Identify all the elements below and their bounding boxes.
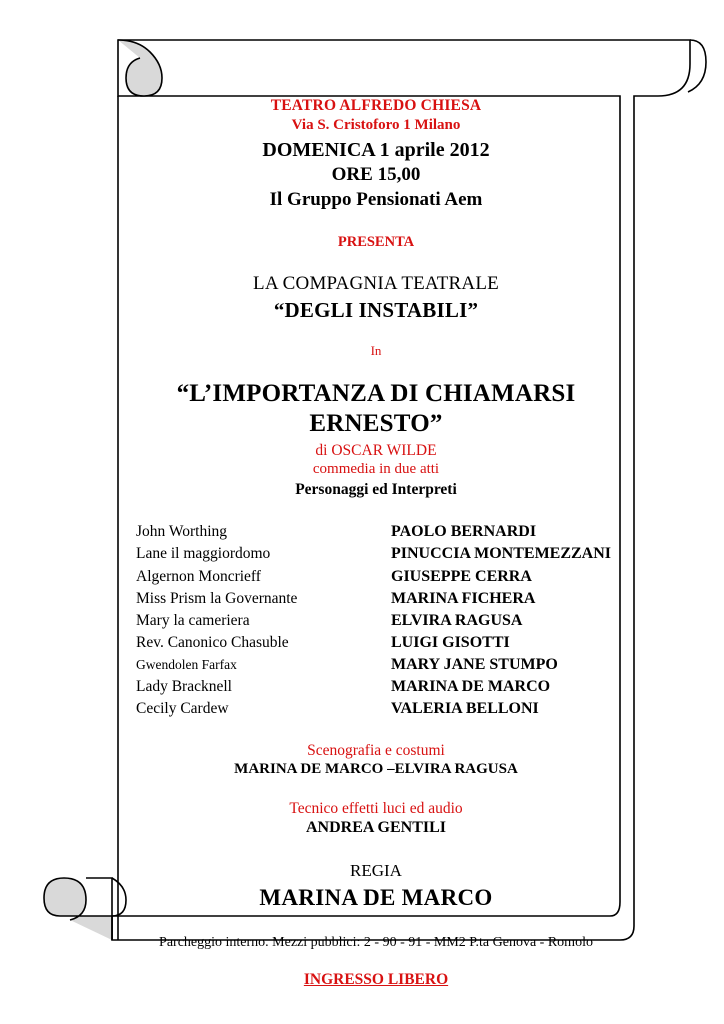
company-name: “DEGLI INSTABILI” xyxy=(273,298,479,323)
play-title: “L’IMPORTANZA DI CHIAMARSI ERNESTO” xyxy=(176,380,576,437)
table-row xyxy=(130,521,622,543)
cast-actor: LUIGI GISOTTI xyxy=(391,633,510,651)
table-row xyxy=(130,588,622,610)
credit-scenography xyxy=(130,742,622,778)
play-author: di OSCAR WILDE xyxy=(315,442,437,460)
credit-name: ANDREA GENTILI xyxy=(305,819,447,837)
credit-name: MARINA DE MARCO –ELVIRA RAGUSA xyxy=(234,761,518,778)
cast-actor: MARY JANE STUMPO xyxy=(391,655,558,673)
cast-role: Algernon Moncrieff xyxy=(136,567,261,585)
cast-role: Lady Bracknell xyxy=(136,677,232,695)
cast-actor: MARINA DE MARCO xyxy=(391,677,551,695)
presents-label: PRESENTA xyxy=(337,234,415,251)
cast-role: John Worthing xyxy=(136,523,228,541)
company-line: LA COMPAGNIA TEATRALE xyxy=(253,273,499,295)
cast-table xyxy=(130,521,622,720)
scroll-curl-top xyxy=(118,40,162,96)
free-entry-notice: INGRESSO LIBERO xyxy=(303,971,449,989)
event-time: ORE 15,00 xyxy=(331,164,421,186)
scroll-curl-bottom-edge xyxy=(86,878,112,940)
cast-actor: ELVIRA RAGUSA xyxy=(391,611,523,629)
cast-actor: MARINA FICHERA xyxy=(391,589,536,607)
theatre-name: TEATRO ALFREDO CHIESA xyxy=(270,97,482,114)
table-row xyxy=(130,654,622,676)
theatre-address: Via S. Cristoforo 1 Milano xyxy=(291,116,461,133)
cast-actor: PINUCCIA MONTEMEZZANI xyxy=(391,545,612,563)
credit-label: Scenografia e costumi xyxy=(307,742,445,760)
table-row xyxy=(130,543,622,565)
event-date: DOMENICA 1 aprile 2012 xyxy=(262,139,490,162)
poster-content xyxy=(118,96,634,989)
cast-role: Miss Prism la Governante xyxy=(136,589,298,607)
director-name: MARINA DE MARCO xyxy=(259,885,493,911)
table-row xyxy=(130,632,622,654)
credit-technician xyxy=(130,800,622,837)
table-row xyxy=(130,676,622,698)
parking-info: Parcheggio interno. Mezzi pubblici: 2 - 90 - 91 - MM2 P.ta Genova - Romolo xyxy=(159,935,593,951)
cast-role: Cecily Cardew xyxy=(136,700,229,718)
organizer-group: Il Gruppo Pensionati Aem xyxy=(269,188,483,210)
table-row xyxy=(130,566,622,588)
cast-role: Lane il maggiordomo xyxy=(136,545,271,563)
regia-label: REGIA xyxy=(350,861,402,881)
play-subtitle: commedia in due atti xyxy=(312,461,440,478)
credit-label: Tecnico effetti luci ed audio xyxy=(289,800,463,818)
cast-role: Gwendolen Farfax xyxy=(136,656,237,672)
table-row xyxy=(130,610,622,632)
in-label: In xyxy=(370,343,382,359)
cast-role: Rev. Canonico Chasuble xyxy=(136,633,289,651)
cast-actor: PAOLO BERNARDI xyxy=(391,523,537,541)
scroll-curl-bottom xyxy=(44,878,112,940)
scroll-curl-top-right xyxy=(688,40,706,92)
cast-heading: Personaggi ed Interpreti xyxy=(295,481,457,499)
cast-actor: VALERIA BELLONI xyxy=(391,700,539,718)
cast-role: Mary la cameriera xyxy=(136,611,250,629)
cast-actor: GIUSEPPE CERRA xyxy=(391,567,532,585)
table-row xyxy=(130,698,622,720)
